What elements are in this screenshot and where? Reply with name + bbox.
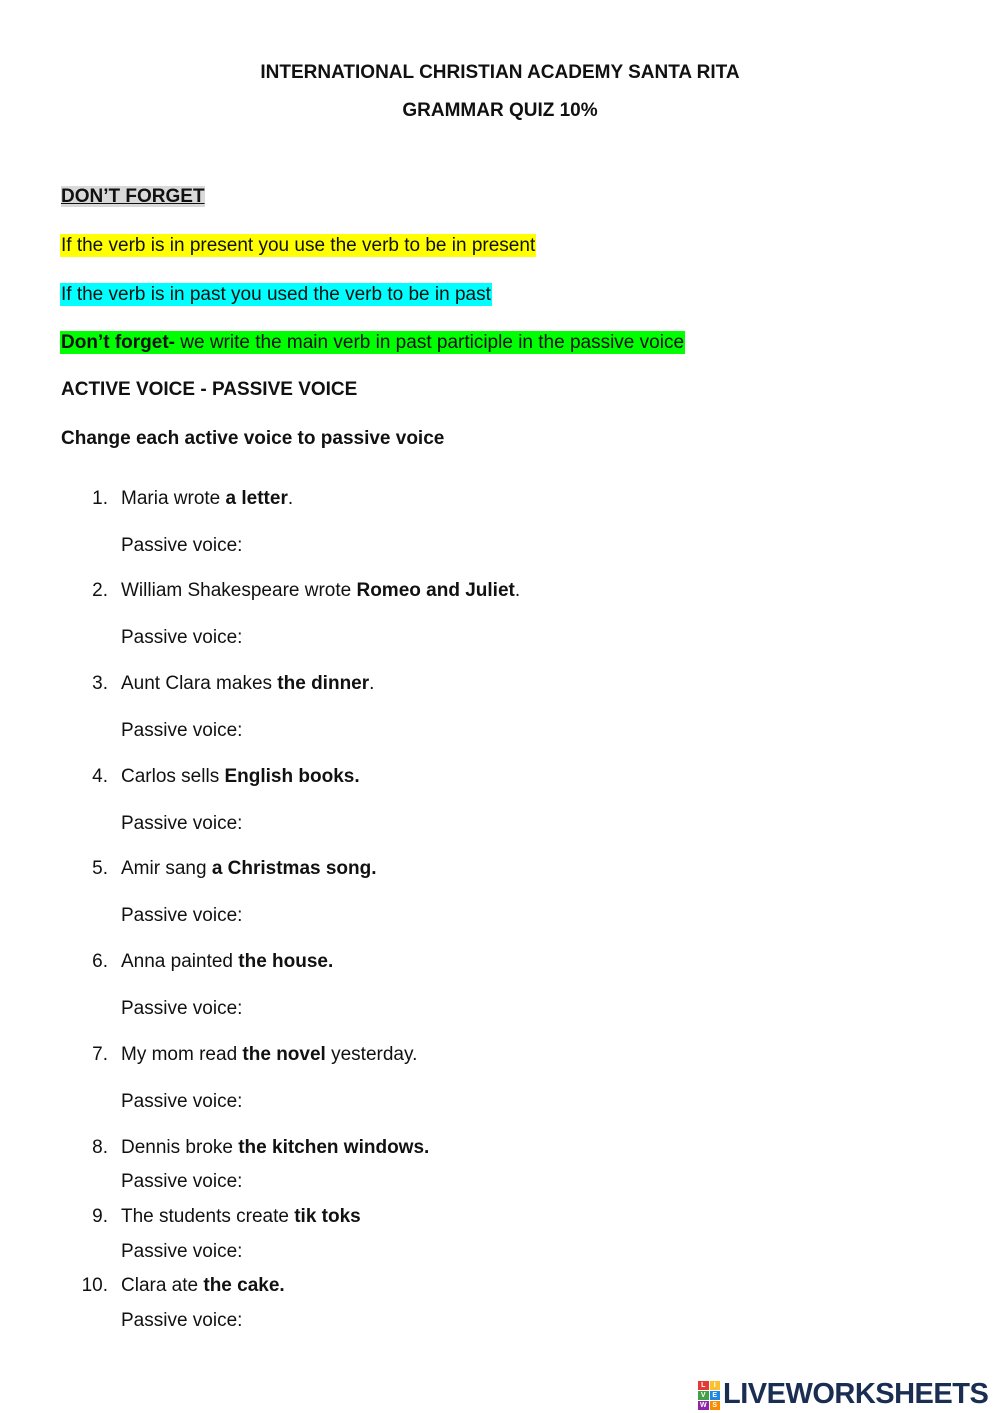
section-title: ACTIVE VOICE - PASSIVE VOICE — [61, 379, 358, 400]
question-sentence — [121, 1137, 429, 1159]
passive-voice-label: Passive voice: — [121, 1310, 243, 1331]
question-number: 2. — [92, 580, 108, 601]
instruction: Change each active voice to passive voice — [61, 428, 445, 449]
liveworksheets-logo — [698, 1378, 988, 1411]
question-number: 4. — [92, 766, 108, 787]
sentence-ending: yesterday. — [325, 1044, 418, 1065]
question-sentence — [121, 488, 293, 510]
sentence-object: tik toks — [294, 1206, 361, 1227]
school-title: INTERNATIONAL CHRISTIAN ACADEMY SANTA RITA — [260, 62, 740, 83]
question-sentence — [121, 858, 377, 880]
question-number: 6. — [92, 951, 108, 972]
question-sentence — [121, 673, 374, 695]
sentence-object: the novel — [242, 1044, 326, 1065]
sentence-object: the dinner — [277, 673, 370, 694]
present-rule-text: If the verb is in present you use the verb to be in present — [61, 235, 536, 256]
question-number: 3. — [92, 673, 108, 694]
badge-letter: V — [698, 1391, 709, 1400]
participle-rule-text: we write the main verb in past participle in the passive voice — [174, 332, 685, 353]
question-sentence — [121, 766, 360, 788]
question-sentence — [121, 1206, 361, 1228]
sentence-plain: Dennis broke — [121, 1137, 239, 1158]
question-sentence — [121, 1275, 285, 1297]
passive-voice-label: Passive voice: — [121, 1091, 243, 1112]
passive-voice-label: Passive voice: — [121, 813, 243, 834]
sentence-ending: . — [287, 488, 294, 509]
question-number: 5. — [92, 858, 108, 879]
question-sentence — [121, 951, 333, 973]
question-sentence — [121, 1044, 417, 1066]
question-sentence — [121, 580, 520, 602]
past-rule — [60, 284, 492, 306]
sentence-plain: Amir sang — [121, 858, 212, 879]
passive-voice-label: Passive voice: — [121, 535, 243, 556]
liveworksheets-badge-icon — [698, 1381, 720, 1409]
sentence-ending: . — [369, 673, 375, 694]
dont-forget-heading — [61, 186, 205, 208]
sentence-plain: Anna painted — [121, 951, 239, 972]
badge-letter: S — [710, 1401, 721, 1410]
sentence-object: the cake. — [203, 1275, 285, 1296]
sentence-plain: My mom read — [121, 1044, 243, 1065]
passive-voice-label: Passive voice: — [121, 998, 243, 1019]
badge-letter: I — [710, 1381, 721, 1390]
sentence-plain: Carlos sells — [121, 766, 225, 787]
sentence-object: Romeo and Juliet — [356, 580, 515, 601]
sentence-object: English books. — [224, 766, 360, 787]
sentence-plain: The students create — [121, 1206, 295, 1227]
quiz-title: GRAMMAR QUIZ 10% — [402, 100, 598, 121]
question-number: 9. — [92, 1206, 108, 1227]
passive-voice-label: Passive voice: — [121, 1241, 243, 1262]
badge-letter: L — [698, 1381, 709, 1390]
sentence-plain: Aunt Clara makes — [121, 673, 278, 694]
badge-letter: W — [699, 1401, 707, 1409]
passive-voice-label: Passive voice: — [121, 1171, 243, 1192]
sentence-object: a letter — [225, 488, 288, 509]
present-rule — [60, 235, 536, 257]
sentence-object: the house. — [238, 951, 334, 972]
sentence-plain: Maria wrote — [121, 488, 226, 509]
sentence-plain: William Shakespeare wrote — [121, 580, 357, 601]
liveworksheets-text: LIVEWORKSHEETS — [723, 1378, 989, 1410]
participle-rule — [60, 332, 685, 354]
question-number: 7. — [92, 1044, 108, 1065]
question-number: 1. — [92, 488, 108, 509]
dont-forget-text: DON’T FORGET — [61, 186, 205, 207]
question-number: 10. — [81, 1275, 108, 1296]
passive-voice-label: Passive voice: — [121, 627, 243, 648]
passive-voice-label: Passive voice: — [121, 720, 243, 741]
past-rule-text: If the verb is in past you used the verb to be in past — [61, 284, 491, 305]
question-number: 8. — [92, 1137, 108, 1158]
sentence-plain: Clara ate — [121, 1275, 204, 1296]
sentence-object: the kitchen windows. — [238, 1137, 430, 1158]
sentence-ending: . — [514, 580, 521, 601]
sentence-object: a Christmas song. — [211, 858, 377, 879]
badge-letter: E — [710, 1391, 721, 1400]
participle-lead: Don’t forget- — [61, 332, 175, 353]
passive-voice-label: Passive voice: — [121, 905, 243, 926]
